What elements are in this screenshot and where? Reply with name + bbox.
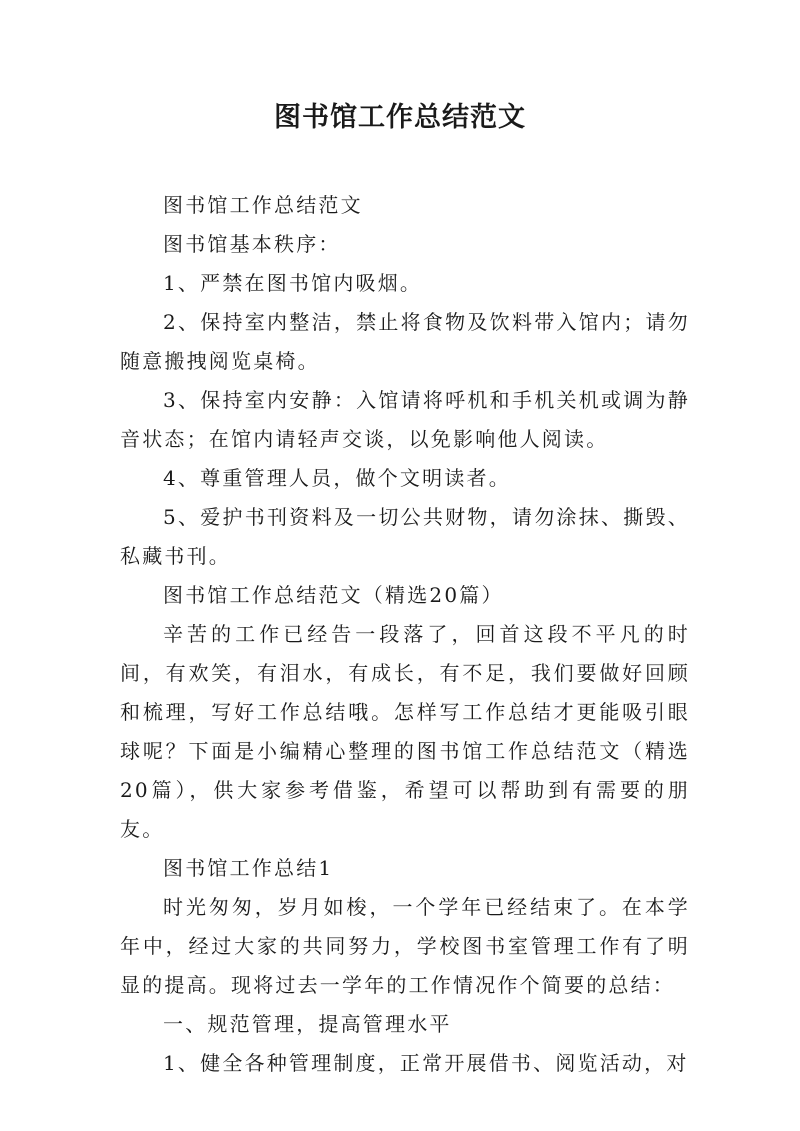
paragraph-rule-3: 3、保持室内安静：入馆请将呼机和手机关机或调为静音状态；在馆内请轻声交谈，以免影响他人阅读。 xyxy=(120,388,690,451)
paragraph-rule-1: 1、严禁在图书馆内吸烟。 xyxy=(163,271,423,295)
paragraph-section-1-heading: 一、规范管理，提高管理水平 xyxy=(163,1012,452,1036)
paragraph-summary-1-body: 时光匆匆，岁月如梭，一个学年已经结束了。在本学年中，经过大家的共同努力，学校图书室管理工作有了明显的提高。现将过去一学年的工作情况作个简要的总结： xyxy=(120,895,690,997)
paragraph-section-1-item-1: 1、健全各种管理制度，正常开展借书、阅览活动，对 xyxy=(163,1051,689,1075)
paragraph-selection-heading: 图书馆工作总结范文（精选20篇） xyxy=(163,583,504,607)
document-body xyxy=(120,186,690,1083)
paragraph-rules-heading: 图书馆基本秩序： xyxy=(163,232,341,256)
paragraph-summary-1-heading: 图书馆工作总结1 xyxy=(163,856,334,880)
document-title: 图书馆工作总结范文 xyxy=(274,102,526,133)
paragraph-intro: 辛苦的工作已经告一段落了，回首这段不平凡的时间，有欢笑，有泪水，有成长，有不足，我们要做好回顾和梳理，写好工作总结哦。怎样写工作总结才更能吸引眼球呢？下面是小编精心整理的图书馆工作总结范文（精选20篇），供大家参考借鉴，希望可以帮助到有需要的朋友。 xyxy=(120,622,690,841)
paragraph-heading: 图书馆工作总结范文 xyxy=(163,193,363,217)
paragraph-rule-4: 4、尊重管理人员，做个文明读者。 xyxy=(163,466,511,490)
paragraph-rule-5: 5、爱护书刊资料及一切公共财物，请勿涂抹、撕毁、私藏书刊。 xyxy=(120,505,690,568)
paragraph-rule-2: 2、保持室内整洁，禁止将食物及饮料带入馆内；请勿随意搬拽阅览桌椅。 xyxy=(120,310,690,373)
